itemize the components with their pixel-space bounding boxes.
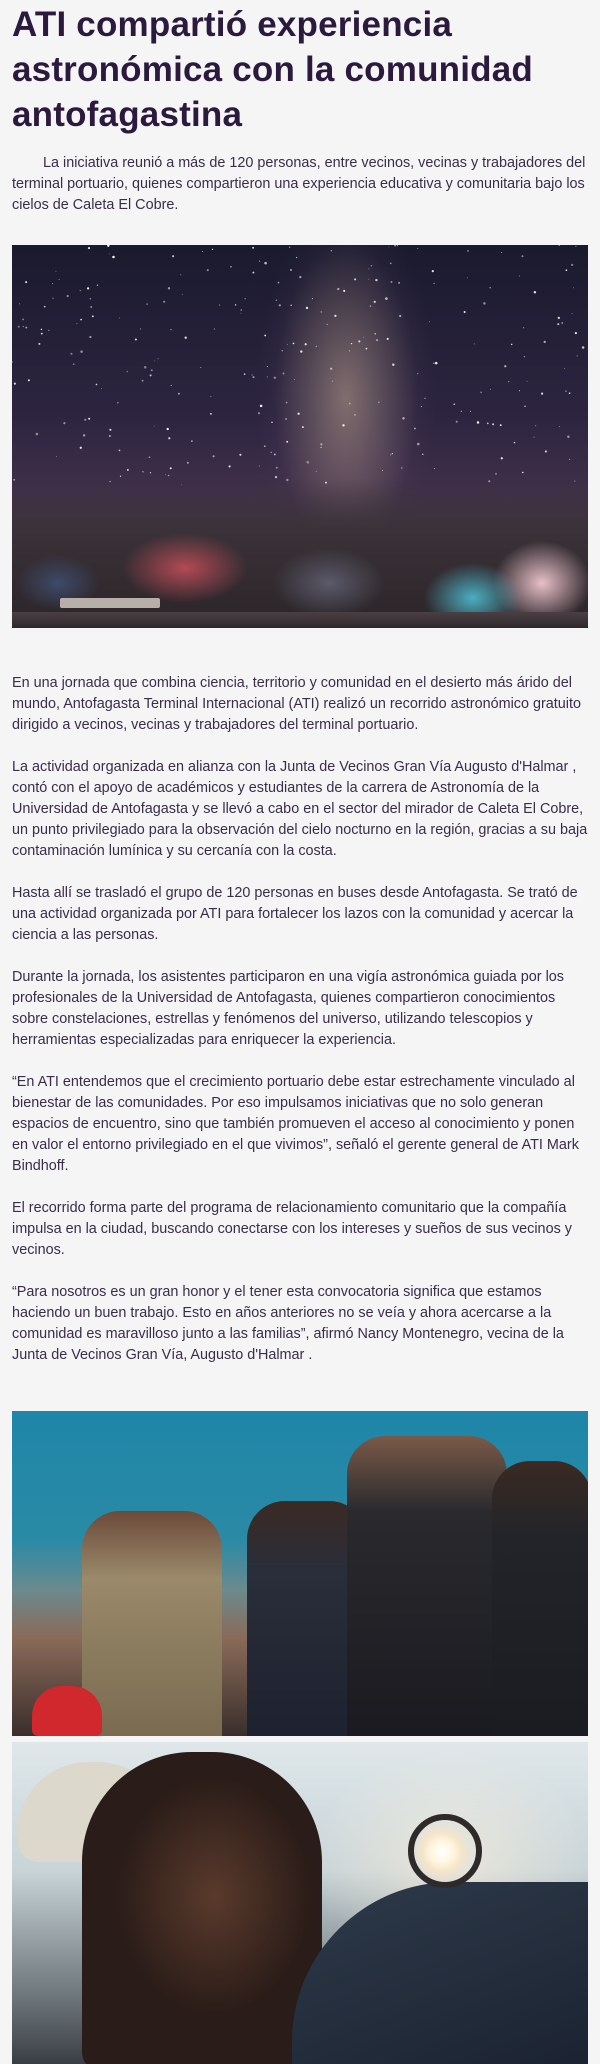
article-paragraph: La actividad organizada en alianza con la Junta de Vecinos Gran Vía Augusto d'Halmar , contó con el apoyo de académicos y estudiantes de la carrera de Astronomía de la Universidad de Antofagasta y se llevó a cabo en el sector del mirador de Caleta El Cobre, un punto privilegiado para la observación del cielo nocturno en la región, gracias a su baja contaminación lumínica y su cercanía con la costa. [12,759,588,859]
photo-telescope-observation [12,1742,588,2064]
person-woman-shawl [82,1511,222,1736]
article-paragraph: Hasta allí se trasladó el grupo de 120 personas en buses desde Antofagasta. Se trató de una actividad organizada por ATI para fortalecer los lazos con la comunidad y acercar la ciencia a las personas. [12,885,578,943]
bench [60,598,160,608]
article-paragraph: “En ATI entendemos que el crecimiento portuario debe estar estrechamente vinculado al bienestar de las comunidades. Por eso impulsamos iniciativas que no solo generan espacios de encuentro, sino que también promueven el acceso al conocimiento y ponen en valor el entorno privilegiado en el que vivimos”, señaló el gerente general de ATI Mark Bindhoff. [12,1074,579,1174]
article-paragraph: “Para nosotros es un gran honor y el tener esta convocatoria significa que estamos haciendo un buen trabajo. Esto en años anteriores no se veía y ahora acercarse a la comunidad es maravilloso junto a las familias”, afirmó Nancy Montenegro, vecina de la Junta de Vecinos Gran Vía, Augusto d'Halmar . [12,1284,564,1363]
telescope [292,1882,588,2064]
article-lead: La iniciativa reunió a más de 120 personas, entre vecinos, vecinas y trabajadores del terminal portuario, quienes compartieron una experiencia educativa y comunitaria bajo los cielos de Caleta El Cobre. [12,155,586,213]
person-speaker-microphone [347,1436,507,1736]
article-title: ATI compartió experiencia astronómica con la comunidad antofagastina [12,5,533,134]
telescope-lens-ring [408,1814,482,1888]
ground [12,612,588,628]
photo-group-under-milky-way [12,245,588,628]
red-bag [32,1686,102,1736]
photo-speakers [12,1411,588,1736]
article-paragraph: Durante la jornada, los asistentes participaron en una vigía astronómica guiada por los profesionales de la Universidad de Antofagasta, quienes compartieron conocimientos sobre constelaciones, estrellas y fenómenos del universo, utilizando telescopios y herramientas especializadas para enriquecer la experiencia. [12,969,564,1048]
article-body [12,673,588,1366]
girl-at-eyepiece [82,1752,322,2064]
article-paragraph: En una jornada que combina ciencia, territorio y comunidad en el desierto más árido del mundo, Antofagasta Terminal Internacional (ATI) realizó un recorrido astronómico gratuito dirigido a vecinos, vecinas y trabajadores del terminal portuario. [12,675,581,733]
person-man-glasses [492,1461,588,1736]
article-paragraph: El recorrido forma parte del programa de relacionamiento comunitario que la compañía impulsa en la ciudad, buscando conectarse con los intereses y sueños de sus vecinos y vecinos. [12,1200,572,1258]
